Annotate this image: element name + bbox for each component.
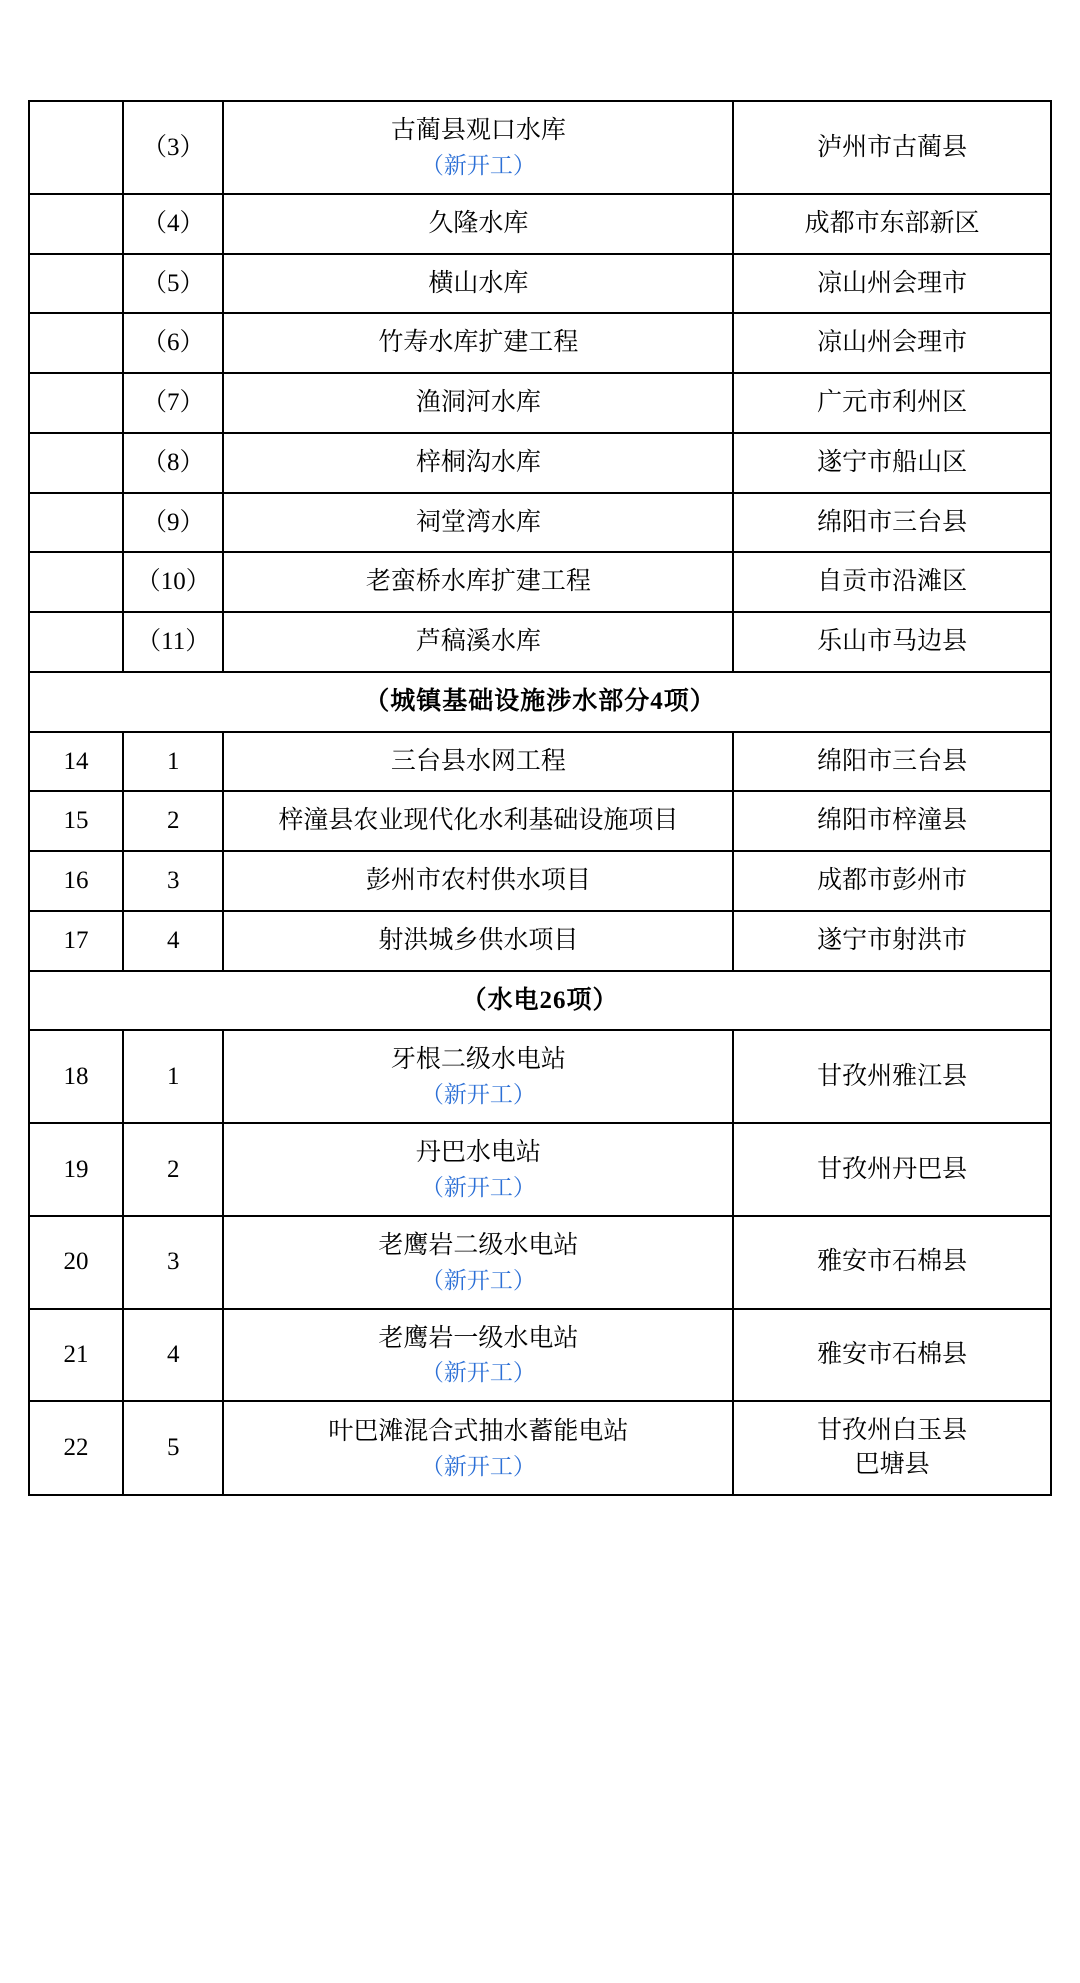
new-start-badge: （新开工） [420,1174,536,1200]
project-name-text: 竹寿水库扩建工程 [378,329,579,357]
table-row [29,851,1051,911]
row-number: 22 [29,1401,123,1495]
project-name [223,493,733,553]
project-name-text: 古蔺县观口水库 [390,117,566,144]
project-name-text: 三台县水网工程 [390,747,566,775]
table-row [29,612,1051,672]
location-line: 绵阳市梓潼县 [817,807,968,835]
project-location [733,1216,1051,1309]
row-index: 1 [123,732,223,792]
section-title: （城镇基础设施涉水部分4项） [29,672,1051,732]
row-index: （8） [123,433,223,493]
row-number: 20 [29,1216,123,1309]
project-name-text: 久隆水库 [428,209,529,237]
location-line: 成都市彭州市 [817,867,968,895]
row-index: 4 [123,911,223,971]
project-name [223,612,733,672]
row-number: 16 [29,851,123,911]
project-location [733,373,1051,433]
location-line: 雅安市石棉县 [817,1248,968,1276]
project-location [733,1401,1051,1495]
table-row [29,1030,1051,1123]
table-row [29,433,1051,493]
project-name-text: 丹巴水电站 [415,1139,541,1167]
row-index: 1 [123,1030,223,1123]
location-line: 成都市东部新区 [804,209,980,237]
project-name-text: 射洪城乡供水项目 [378,926,579,954]
project-name [223,1309,733,1402]
new-start-badge: （新开工） [420,1082,536,1108]
project-location [733,732,1051,792]
row-index: （9） [123,493,223,553]
location-line: 绵阳市三台县 [817,508,968,536]
location-line: 自贡市沿滩区 [817,568,968,596]
table-row [29,552,1051,612]
project-name [223,732,733,792]
new-start-badge: （新开工） [420,1453,536,1479]
row-number [29,194,123,254]
project-name [223,313,733,373]
table-row [29,1309,1051,1402]
project-name-text: 牙根二级水电站 [390,1046,566,1074]
new-start-badge: （新开工） [420,1360,536,1386]
project-location [733,313,1051,373]
row-index: 2 [123,1123,223,1216]
project-name-text: 祠堂湾水库 [415,508,541,536]
row-index: 4 [123,1309,223,1402]
new-start-badge: （新开工） [420,152,536,178]
row-number [29,101,123,194]
project-location [733,254,1051,314]
location-line: 甘孜州白玉县 [817,1417,968,1445]
table-row [29,101,1051,194]
row-index: （10） [123,552,223,612]
row-number: 17 [29,911,123,971]
row-number: 19 [29,1123,123,1216]
row-index: 3 [123,851,223,911]
row-number [29,373,123,433]
row-index: （5） [123,254,223,314]
project-name-text: 老鹰岩二级水电站 [378,1231,579,1259]
project-name [223,101,733,194]
project-location [733,552,1051,612]
row-number: 21 [29,1309,123,1402]
location-line: 绵阳市三台县 [817,747,968,775]
project-name [223,791,733,851]
project-name [223,552,733,612]
project-location [733,194,1051,254]
location-line: 甘孜州丹巴县 [817,1155,968,1183]
project-name-text: 芦稿溪水库 [415,628,541,656]
section-title: （水电26项） [29,971,1051,1031]
row-number [29,313,123,373]
location-line: 遂宁市射洪市 [817,926,968,954]
table-row [29,1216,1051,1309]
row-number [29,552,123,612]
table-row [29,791,1051,851]
project-name [223,1401,733,1495]
location-line: 广元市利州区 [817,389,968,417]
row-index: （6） [123,313,223,373]
project-name [223,194,733,254]
row-index: （7） [123,373,223,433]
row-index: （3） [123,101,223,194]
row-index: 3 [123,1216,223,1309]
location-line: 甘孜州雅江县 [817,1062,968,1090]
table-row [29,1401,1051,1495]
location-line: 泸州市古蔺县 [817,133,968,161]
row-number [29,433,123,493]
table-row [29,1123,1051,1216]
table-section-row [29,672,1051,732]
row-index: （11） [123,612,223,672]
project-location [733,493,1051,553]
new-start-badge: （新开工） [420,1267,536,1293]
table-row [29,373,1051,433]
table-row [29,911,1051,971]
project-location [733,1123,1051,1216]
row-number [29,493,123,553]
project-name-text: 梓桐沟水库 [415,448,541,476]
project-name [223,373,733,433]
project-location [733,612,1051,672]
project-name-text: 老鹰岩一级水电站 [378,1324,579,1352]
location-line: 遂宁市船山区 [817,448,968,476]
row-number [29,254,123,314]
location-line: 凉山州会理市 [817,269,968,297]
row-number: 15 [29,791,123,851]
project-name [223,254,733,314]
project-name-text: 渔洞河水库 [415,389,541,417]
project-list-table [28,100,1052,1496]
project-location [733,1309,1051,1402]
project-name [223,433,733,493]
project-name-text: 叶巴滩混合式抽水蓄能电站 [328,1417,629,1445]
table-row [29,254,1051,314]
project-name-text: 彭州市农村供水项目 [365,867,591,895]
row-number [29,612,123,672]
table-body [29,101,1051,1495]
project-location [733,791,1051,851]
row-number: 18 [29,1030,123,1123]
row-number: 14 [29,732,123,792]
table-row [29,194,1051,254]
table-row [29,493,1051,553]
row-index: 5 [123,1401,223,1495]
project-location [733,433,1051,493]
project-location [733,1030,1051,1123]
location-line: 雅安市石棉县 [817,1341,968,1369]
project-location [733,851,1051,911]
table-row [29,313,1051,373]
table-row [29,732,1051,792]
project-location [733,101,1051,194]
table-section-row [29,971,1051,1031]
project-name-text: 老蛮桥水库扩建工程 [365,568,591,596]
project-name [223,1030,733,1123]
project-location [733,911,1051,971]
project-name-text: 梓潼县农业现代化水利基础设施项目 [278,807,679,835]
project-name [223,1123,733,1216]
row-index: （4） [123,194,223,254]
project-name [223,1216,733,1309]
project-name [223,851,733,911]
location-line: 凉山州会理市 [817,329,968,357]
project-name [223,911,733,971]
row-index: 2 [123,791,223,851]
location-line: 巴塘县 [854,1451,930,1479]
project-name-text: 横山水库 [428,269,529,297]
location-line: 乐山市马边县 [817,628,968,656]
